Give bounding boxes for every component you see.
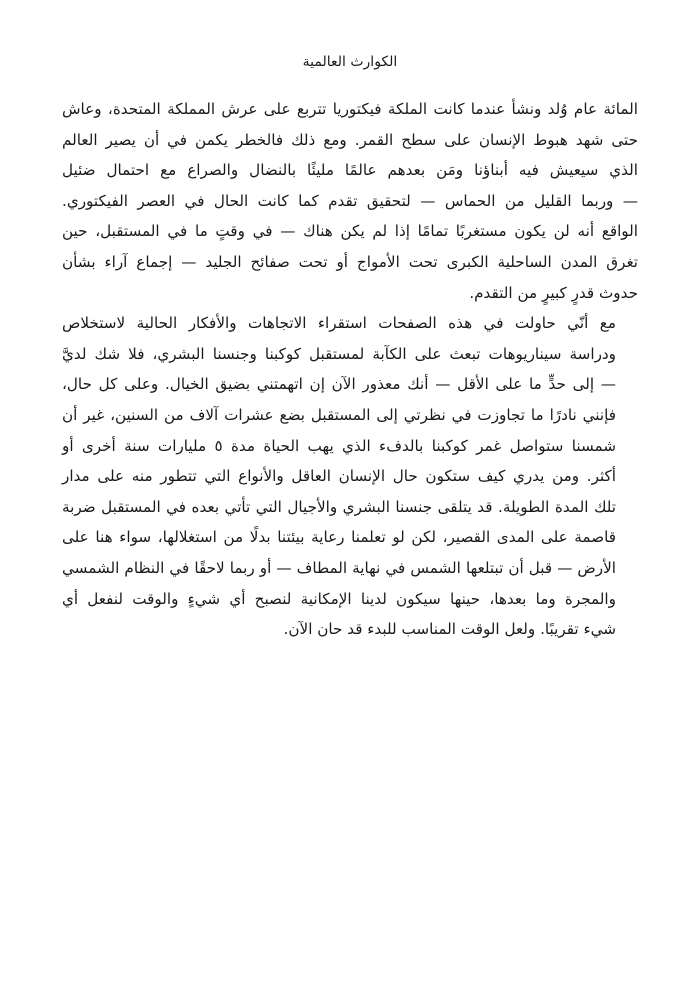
text-line: حدوث قدرٍ كبيرٍ من التقدم. xyxy=(469,283,638,302)
paragraph-1 xyxy=(62,94,638,308)
text-line: الذي سيعيش فيه أبناؤنا ومَن بعدهم عالمًا مليئًا بالنضال والصراع مع احتمال ضئيل xyxy=(62,161,638,180)
paragraph-2 xyxy=(62,308,638,645)
text-line: حتى شهد هبوط الإنسان على سطح القمر. ومع ذلك فالخطر يكمن في أن يصير العالم xyxy=(62,130,638,149)
text-line: المائة عام وُلد ونشأ عندما كانت الملكة فيكتوريا تتربع على عرش المملكة المتحدة، وعاش xyxy=(62,100,638,118)
text-line: والمجرة وما بعدها، حينها سيكون لدينا الإمكانية لنصبح أي شيءٍ والوقت لنفعل أي xyxy=(62,589,616,608)
text-line: ودراسة سيناريوهات تبعث على الكآبة لمستقبل كوكبنا وجنسنا البشري، فلا شك لديَّ xyxy=(62,344,616,363)
text-line: قاصمة على المدى القصير، لكن لو تعلمنا رعاية بيئتنا بدلًا من استغلالها، سواء هنا على xyxy=(62,528,616,547)
text-line: مع أنّي حاولت في هذه الصفحات استقراء الاتجاهات والأفكار الحالية لاستخلاص xyxy=(62,314,616,333)
text-line: شيء تقريبًا. ولعل الوقت المناسب للبدء قد حان الآن. xyxy=(283,620,616,639)
text-line: الواقع أنه لن يكون مستغربًا تمامًا إذا لم يكن هناك — في وقتٍ ما في المستقبل، حين xyxy=(62,222,638,241)
text-line: — إلى حدٍّ ما على الأقل — أنك معذور الآن إن اتهمتني بضيق الخيال. وعلى كل حال، xyxy=(62,375,616,394)
body-text xyxy=(62,94,638,645)
text-line: تلك المدة الطويلة. قد يتلقى جنسنا البشري والأجيال التي تأتي بعده في المستقبل ضربة xyxy=(62,497,616,516)
text-line: — وربما القليل من الحماس — لتحقيق تقدم كما كانت الحال في العصر الفيكتوري. xyxy=(62,191,638,210)
running-header-title: الكوارث العالمية xyxy=(302,54,398,70)
text-line: فإنني نادرًا ما تجاوزت في نظرتي إلى المستقبل بضع عشرات آلاف من السنين، غير أن xyxy=(62,405,616,424)
text-line: شمسنا ستواصل غمر كوكبنا بالدفء الذي يهب الحياة مدة ٥ مليارات سنة أخرى أو xyxy=(62,436,616,455)
text-line: تغرق المدن الساحلية الكبرى تحت الأمواج أو تحت صفائح الجليد — إجماع آراء بشأن xyxy=(62,252,638,271)
text-line: أكثر. ومن يدري كيف ستكون حال الإنسان العاقل والأنواع التي تتطور منه على مدار xyxy=(62,467,616,486)
text-line: الأرض — قبل أن تبتلعها الشمس في نهاية المطاف — أو ربما لاحقًا في النظام الشمسي xyxy=(62,558,616,577)
